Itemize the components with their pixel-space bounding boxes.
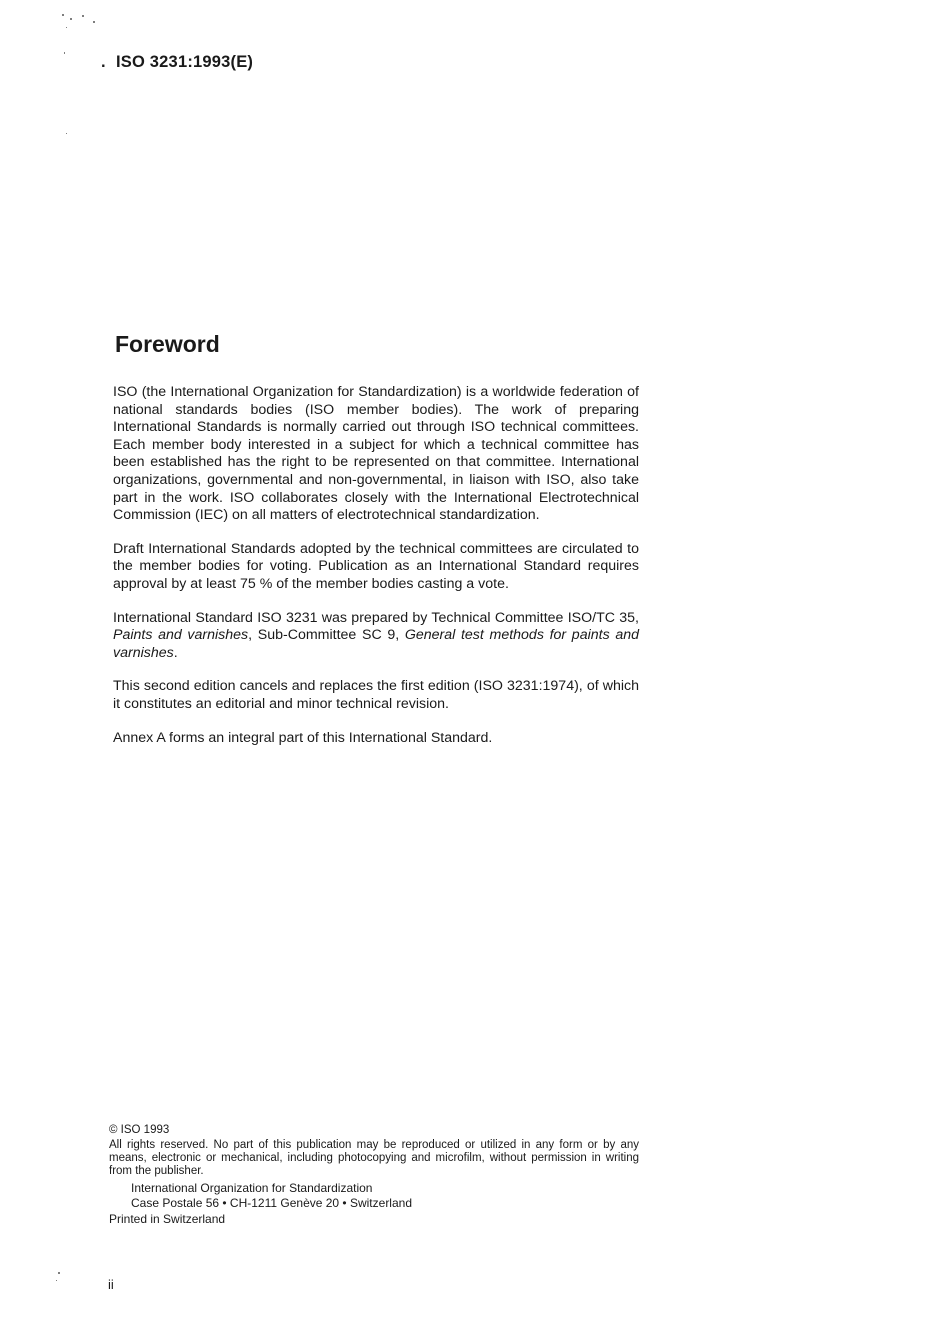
paragraph-prepared-by [113,610,639,663]
copyright-block [109,1124,639,1227]
scan-speck [66,133,67,134]
foreword-body [113,384,639,763]
document-reference: ISO 3231:1993(E) [116,53,254,71]
organization-name: International Organization for Standardization [131,1181,373,1195]
rights-reserved-text: All rights reserved. No part of this publication may be reproduced or utilized in any form or by any means, electronic or mechanical, including photocopying and microfilm, without permission in writing from the publisher. [109,1139,639,1177]
subcommittee-title: General test methods for paints and varnishes [113,627,639,661]
paragraph-annex: Annex A forms an integral part of this International Standard. [113,729,493,746]
scan-speck [64,52,65,54]
scan-speck [93,21,95,23]
prepared-text-after: . [173,644,178,661]
header-dot: . [101,53,106,71]
prepared-text-middle: , Sub-Committee SC 9, [248,627,405,644]
paragraph-draft-standards: Draft International Standards adopted by the technical committees are circulated to the member bodies for voting. Publication as an International Standard requires approval by at least 75 % of the member bodies casting a vote. [113,540,639,592]
paragraph-iso-description: ISO (the International Organization for Standardization) is a worldwide federation of national standards bodies (ISO member bodies). The work of preparing International Standards is normally carried out through ISO technical committees. Each member body interested in a subject for which a technical committee has been established has the right to be represented on that committee. International organizations, governmental and non-governmental, in liaison with ISO, also take part in the work. ISO collaborates closely with the International Electrotechnical Commission (IEC) on all matters of electrotechnical standardization. [113,384,639,524]
scan-speck [58,1272,60,1274]
printed-in: Printed in Switzerland [109,1212,226,1226]
prepared-text-before: International Standard ISO 3231 was prepared by Technical Committee ISO/TC 35, [113,609,639,626]
scan-speck [70,18,72,20]
scan-speck [66,27,67,28]
scan-speck [56,1280,57,1281]
scan-speck [82,15,84,17]
foreword-heading: Foreword [115,331,220,357]
page-number: ii [108,1277,114,1292]
organization-address: Case Postale 56 • CH-1211 Genève 20 • Switzerland [131,1196,412,1210]
copyright-line: © ISO 1993 [109,1124,170,1136]
scan-speck [62,14,64,16]
paragraph-edition: This second edition cancels and replaces the first edition (ISO 3231:1974), of which it constitutes an editorial and minor technical revision. [113,678,639,712]
committee-title: Paints and varnishes [113,627,249,644]
